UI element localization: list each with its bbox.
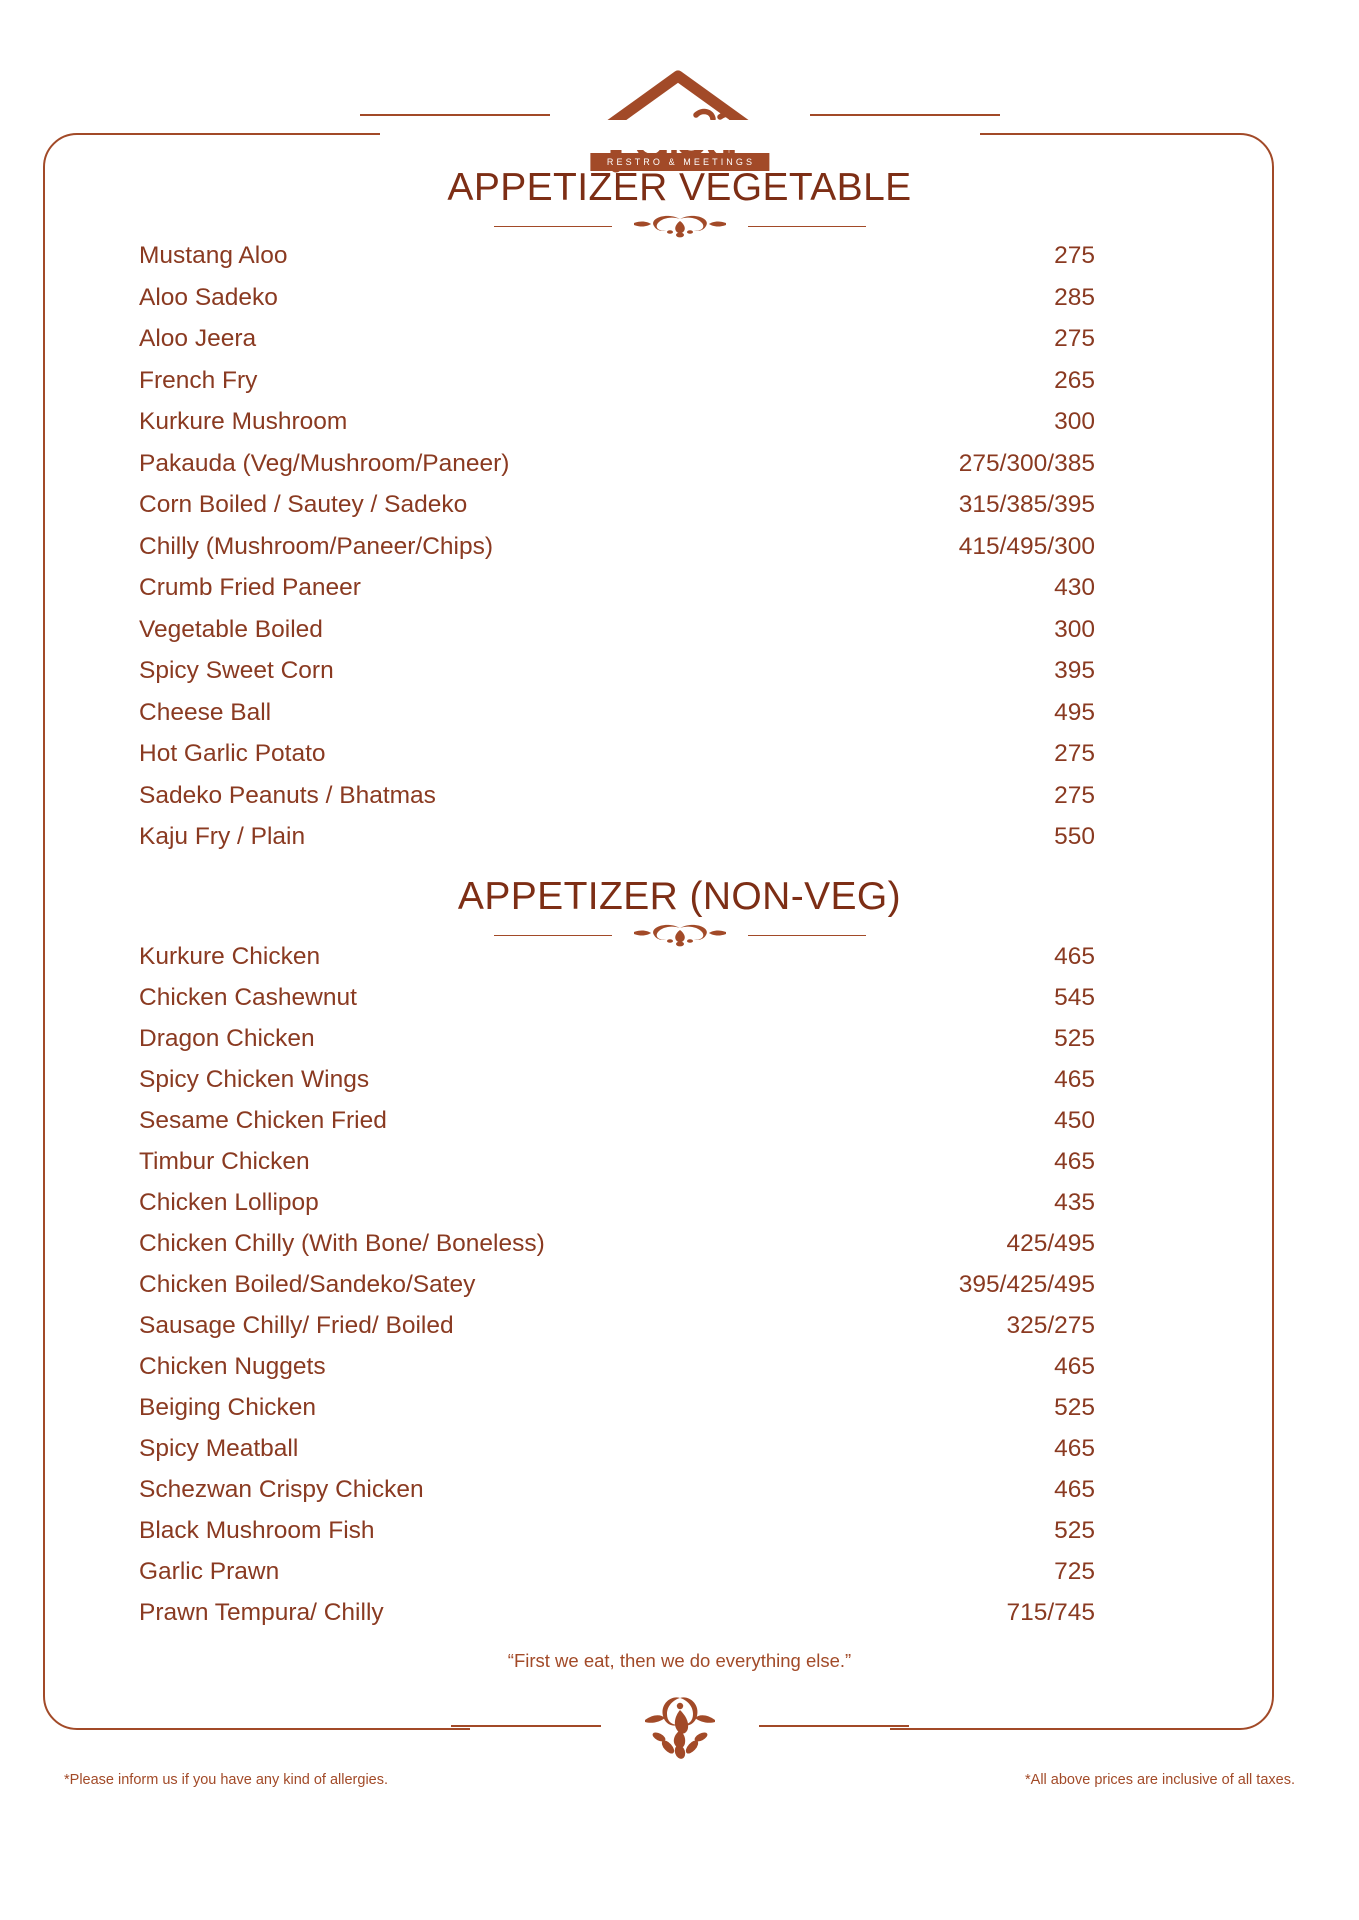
menu-item-row — [139, 533, 1095, 575]
menu-item-name: Kaju Fry / Plain — [139, 823, 306, 850]
menu-item-name: Sausage Chilly/ Fried/ Boiled — [139, 1312, 454, 1339]
menu-item-row — [139, 699, 1095, 741]
floral-flourish-icon — [615, 1690, 745, 1762]
menu-item-row — [139, 1558, 1095, 1599]
section-divider-vegetable — [0, 213, 1359, 239]
menu-item-name: Crumb Fried Paneer — [139, 574, 361, 601]
menu-item-price: 415/495/300 — [958, 532, 1095, 560]
menu-item-name: Cheese Ball — [139, 698, 272, 726]
menu-item-row — [139, 1517, 1095, 1558]
menu-item-name: French Fry — [139, 366, 258, 394]
menu-item-name: Aloo Sadeko — [139, 283, 278, 311]
menu-item-row — [139, 325, 1095, 367]
menu-item-name: Hot Garlic Potato — [139, 740, 326, 767]
menu-item-price: 465 — [1054, 943, 1095, 970]
section-appetizer-vegetable — [0, 166, 1359, 850]
menu-item-price: 430 — [1054, 574, 1095, 601]
menu-item-row — [139, 574, 1095, 616]
menu-item-row — [139, 450, 1095, 492]
brand-logo — [550, 52, 810, 177]
menu-item-row — [139, 823, 1095, 865]
menu-item-price: 300 — [1054, 408, 1095, 435]
menu-item-row — [139, 491, 1095, 533]
menu-item-price: 275 — [1054, 781, 1095, 809]
menu-item-name: Garlic Prawn — [139, 1558, 280, 1585]
menu-item-name: Spicy Sweet Corn — [139, 657, 334, 684]
footer-rule-right — [759, 1725, 909, 1727]
menu-item-name: Beiging Chicken — [139, 1394, 317, 1421]
menu-item-row — [139, 943, 1095, 984]
menu-item-price: 715/745 — [1006, 1599, 1095, 1626]
menu-item-price: 465 — [1054, 1148, 1095, 1175]
menu-item-price: 315/385/395 — [958, 491, 1095, 518]
menu-item-price: 465 — [1054, 1353, 1095, 1380]
menu-item-name: Aloo Jeera — [139, 325, 257, 352]
menu-item-price: 495 — [1054, 698, 1095, 726]
menu-item-row — [139, 657, 1095, 699]
divider-line-left — [494, 935, 612, 936]
menu-item-price: 450 — [1054, 1107, 1095, 1134]
menu-item-price: 525 — [1054, 1025, 1095, 1052]
menu-item-name: Mustang Aloo — [139, 242, 288, 269]
menu-item-name: Timbur Chicken — [139, 1148, 310, 1175]
divider-line-right — [748, 226, 866, 227]
header-rule-left — [360, 114, 550, 116]
menu-item-price: 285 — [1054, 283, 1095, 311]
menu-item-price: 300 — [1054, 615, 1095, 643]
menu-item-row — [139, 782, 1095, 824]
menu-item-row — [139, 984, 1095, 1025]
menu-item-price: 325/275 — [1006, 1312, 1095, 1339]
menu-item-price: 525 — [1054, 1394, 1095, 1421]
menu-item-price: 265 — [1054, 366, 1095, 394]
menu-item-name: Pakauda (Veg/Mushroom/Paneer) — [139, 449, 510, 477]
menu-item-price: 725 — [1054, 1558, 1095, 1585]
menu-item-price: 550 — [1054, 823, 1095, 850]
menu-item-name: Chicken Lollipop — [139, 1189, 319, 1216]
menu-item-row — [139, 1271, 1095, 1312]
footer-rule-left — [451, 1725, 601, 1727]
menu-item-list-vegetable — [139, 242, 1095, 865]
menu-item-price: 395/425/495 — [958, 1271, 1095, 1298]
menu-item-price: 465 — [1054, 1476, 1095, 1503]
menu-item-price: 545 — [1054, 984, 1095, 1011]
menu-item-name: Sesame Chicken Fried — [139, 1107, 387, 1134]
menu-item-row — [139, 1312, 1095, 1353]
menu-item-name: Chicken Boiled/Sandeko/Satey — [139, 1271, 476, 1298]
menu-item-name: Dragon Chicken — [139, 1025, 315, 1052]
menu-item-row — [139, 1107, 1095, 1148]
menu-item-price: 425/495 — [1006, 1230, 1095, 1257]
menu-item-name: Prawn Tempura/ Chilly — [139, 1599, 384, 1626]
menu-item-price: 525 — [1054, 1517, 1095, 1544]
menu-item-name: Chicken Cashewnut — [139, 984, 357, 1011]
menu-item-name: Vegetable Boiled — [139, 615, 323, 643]
menu-item-row — [139, 1476, 1095, 1517]
menu-item-price: 465 — [1054, 1066, 1095, 1093]
footer-ornament — [0, 1690, 1359, 1762]
menu-item-name: Spicy Meatball — [139, 1435, 299, 1462]
menu-item-row — [139, 740, 1095, 782]
menu-item-name: Chicken Nuggets — [139, 1353, 326, 1380]
brand-tagline: RESTRO & MEETINGS — [590, 153, 769, 171]
menu-item-name: Schezwan Crispy Chicken — [139, 1476, 424, 1503]
tax-note: *All above prices are inclusive of all taxes. — [1025, 1772, 1295, 1788]
menu-item-name: Spicy Chicken Wings — [139, 1066, 370, 1093]
divider-line-left — [494, 226, 612, 227]
menu-item-row — [139, 242, 1095, 284]
menu-item-name: Corn Boiled / Sautey / Sadeko — [139, 491, 468, 518]
flourish-ornament-icon — [620, 213, 740, 239]
menu-item-price: 395 — [1054, 657, 1095, 684]
menu-item-name: Kurkure Chicken — [139, 943, 321, 970]
menu-item-row — [139, 1353, 1095, 1394]
menu-item-list-nonveg — [139, 943, 1095, 1640]
menu-item-name: Sadeko Peanuts / Bhatmas — [139, 781, 436, 809]
menu-item-name: Chilly (Mushroom/Paneer/Chips) — [139, 532, 494, 560]
menu-item-row — [139, 1599, 1095, 1640]
header-rule-right — [810, 114, 1000, 116]
allergy-note: *Please inform us if you have any kind of allergies. — [64, 1772, 389, 1788]
menu-item-row — [139, 1148, 1095, 1189]
menu-item-row — [139, 367, 1095, 409]
menu-item-price: 275 — [1054, 325, 1095, 352]
section-appetizer-nonveg — [0, 875, 1359, 1626]
section-title-vegetable: APPETIZER VEGETABLE — [447, 166, 912, 209]
menu-item-price: 275 — [1054, 242, 1095, 269]
menu-item-row — [139, 616, 1095, 658]
menu-item-row — [139, 1435, 1095, 1476]
menu-item-name: Chicken Chilly (With Bone/ Boneless) — [139, 1230, 545, 1257]
menu-item-row — [139, 408, 1095, 450]
frame-gap-top — [380, 120, 980, 150]
menu-item-row — [139, 284, 1095, 326]
footer-quote: “First we eat, then we do everything else.” — [507, 1650, 852, 1671]
menu-item-row — [139, 1189, 1095, 1230]
menu-item-price: 275/300/385 — [958, 449, 1095, 477]
section-title-nonveg: APPETIZER (NON-VEG) — [457, 875, 902, 918]
menu-item-row — [139, 1025, 1095, 1066]
menu-item-price: 275 — [1054, 740, 1095, 767]
divider-line-right — [748, 935, 866, 936]
menu-item-row — [139, 1394, 1095, 1435]
menu-header — [0, 52, 1359, 177]
menu-item-name: Kurkure Mushroom — [139, 408, 348, 435]
menu-item-row — [139, 1066, 1095, 1107]
menu-item-price: 435 — [1054, 1189, 1095, 1216]
menu-item-row — [139, 1230, 1095, 1271]
menu-item-name: Black Mushroom Fish — [139, 1517, 375, 1544]
menu-item-price: 465 — [1054, 1435, 1095, 1462]
